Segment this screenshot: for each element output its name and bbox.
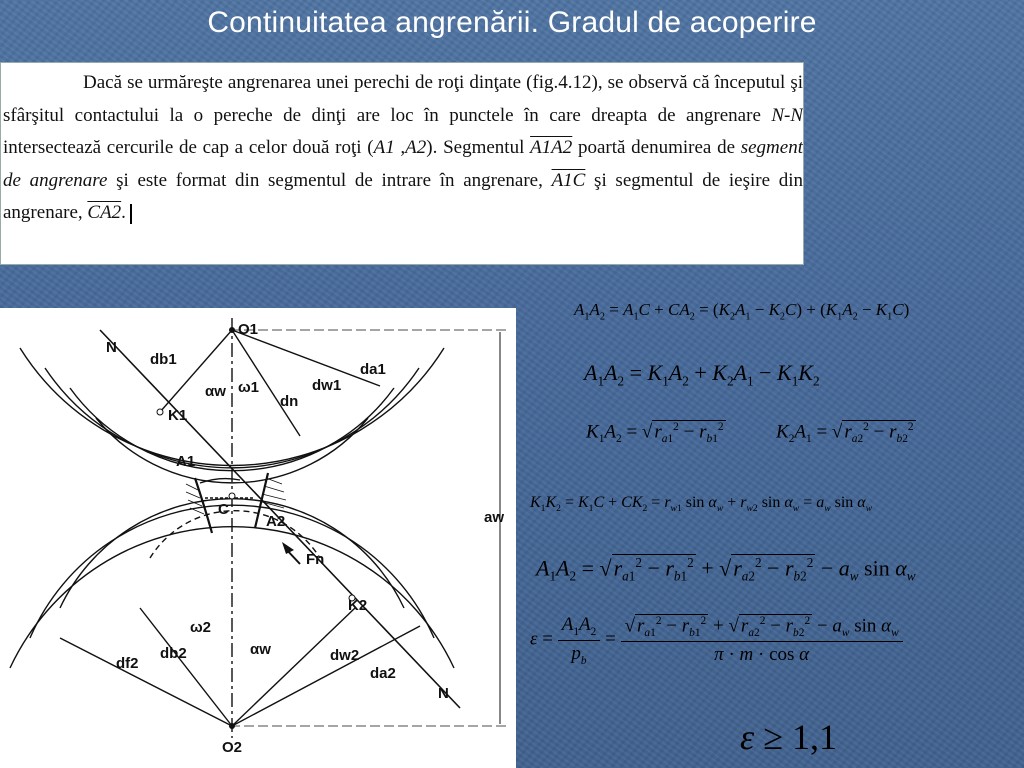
label-da1: da1: [360, 361, 386, 378]
label-dw1: dw1: [312, 377, 342, 394]
label-a2: A2: [266, 513, 286, 530]
para-text-4: poartă denumirea de: [572, 137, 741, 158]
line-nn: N-N: [771, 104, 803, 126]
label-alpha-w-bottom: αw: [250, 641, 271, 658]
equation-2: $A_1A_2 = K_1A_2 + K_2A_1 - K_1K_2$: [584, 360, 820, 389]
label-o2: O2: [222, 739, 243, 756]
equation-6: ε = $\frac{A_1A_2}{p_b}$ = $\frac{√ r_{a1}^2 - r_{b1}^2 + √ r_{a2}^2 - r_{b2}^2 - a_w \sin \alpha_w}{\text{π · m · cos α}}$: [530, 614, 903, 667]
equation-3b: $K_2A_1$ = √ $r_{a2}^2 - r_{b2}^2$: [776, 421, 914, 446]
para-text-1: Dacă se urmăreşte angrenarea unei perechi de roţi dinţate (fig.4.12), se observă că începutul şi sfârşitul contactului la o pereche de dinţi are loc în punctele în care dreapta de angrenare: [3, 72, 803, 126]
label-c: C: [218, 501, 229, 518]
points-a1-a2: A1 ,A2: [373, 137, 427, 158]
equation-1: $A_1A_2 = A_1C + CA_2 = (K_2A_1 - K_2C) + (K_1A_2 - K_1C)$: [574, 300, 910, 323]
para-text-2: intersectează cercurile de cap a celor două roţi (: [3, 137, 374, 158]
label-fn: Fn: [306, 551, 325, 568]
equation-4: $K_1K_2 = K_1C + CK_2 = r_{w1}$ $\sin \alpha_w + r_{w2}$ $\sin \alpha_w = a_w$ $\sin \alpha_w$: [530, 494, 873, 515]
label-aw: aw: [484, 509, 505, 526]
segment-a1c: A1C: [551, 169, 586, 191]
label-omega2: ω2: [190, 619, 212, 636]
equation-7: ε ≥ 1,1: [740, 717, 837, 757]
label-n-bottom: N: [438, 685, 449, 702]
label-omega1: ω1: [238, 379, 260, 396]
label-alpha-w-top: αw: [205, 383, 226, 400]
equation-5: $A_1A_2 = √r_{a1}^2 - r_{b1}^2 + √r_{a2}^2 - r_{b2}^2 - a_w$ $\sin \alpha_w$: [536, 555, 916, 584]
slide-title: Continuitatea angrenării. Gradul de acoperire: [207, 6, 817, 39]
para-text-6: şi segmentul de ieşire din angrenare,: [3, 169, 803, 223]
label-k1: K1: [168, 407, 188, 424]
equation-3a: $K_1A_2$ = √ $r_{a1}^2 - r_{b1}^2$: [586, 421, 724, 446]
segment-a1a2: A1A2: [530, 137, 573, 158]
label-db2: db2: [160, 645, 187, 662]
gear-meshing-diagram: [0, 308, 516, 768]
label-dw2: dw2: [330, 647, 360, 664]
label-k2: K2: [348, 597, 368, 614]
label-dn: dn: [280, 393, 299, 410]
label-da2: da2: [370, 665, 396, 682]
segment-term: segment de angrenare: [3, 137, 803, 191]
segment-ca2: CA2: [87, 202, 122, 223]
description-paragraph: [3, 67, 803, 230]
label-n-top: N: [106, 339, 117, 356]
para-text-3: ). Segmentul: [426, 137, 531, 158]
text-cursor: [130, 204, 132, 224]
para-text-5: şi este format din segmentul de intrare în angrenare,: [107, 169, 552, 191]
label-db1: db1: [150, 351, 177, 368]
label-a1: A1: [176, 453, 196, 470]
text-image-panel: [0, 62, 804, 265]
para-text-7: .: [121, 202, 126, 223]
label-df2: df2: [116, 655, 139, 672]
label-o1: O1: [238, 321, 259, 338]
